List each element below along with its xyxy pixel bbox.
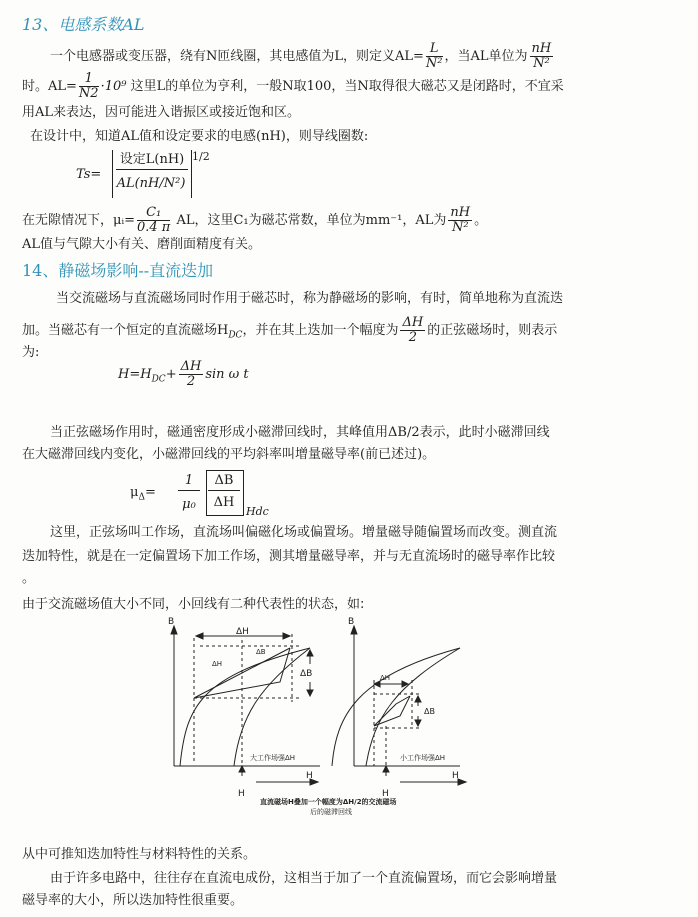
fraction: $\frac{nH}{\text{N²}}$ [531,41,552,71]
sec14-paragraph-6: 这里，正弦场叫工作场，直流场叫偏磁化场或偏置场。增量磁导随偏置场而改变。测直流 [50,525,558,540]
fraction: $\frac{\Delta H}{2}$ [402,315,424,345]
left-dh-label: ΔH [236,627,249,637]
fraction: $\frac{1}{N2}$ [78,71,99,101]
equation-h: $H=H_{DC}+$ $\frac{\Delta H}{2}$ sin ω t [118,359,249,389]
text: ，当AL单位为 [444,49,528,64]
fraction: $\frac{nH}{\text{N²}}$ [450,205,471,235]
ts-denominator: AL(nH/N²) [116,176,186,191]
left-big-loop-lower [234,648,313,766]
right-db-label: ΔB [424,707,435,716]
sec14-paragraph-5: 在大磁滞回线内变化，小磁滞回线的平均斜率叫增量磁导率(前已述过)。 [22,447,436,462]
right-work-field-label: 小工作场强ΔH [400,754,446,762]
mu-inner-numerator: ΔB [208,472,240,491]
section-13-title: 13、电感系数AL [22,15,145,34]
fraction: $\frac{\Delta H}{2}$ [180,359,202,389]
fraction: $\frac{\text{C₁}}{0.4 \pi}$ [136,205,171,235]
left-h-axis-label: H [306,771,313,781]
sec14-paragraph-4: 当正弦磁场作用时，磁通密度形成小磁滞回线时，其峰值用ΔB/2表示，此时小磁滞回线 [50,425,550,440]
right-h-axis-label: H [452,771,459,781]
left-work-field-label: 大工作场强ΔH [250,754,296,762]
ts-numerator: 设定L(nH) [116,151,188,170]
right-b-label: B [348,617,355,627]
left-h-tick: H [238,789,245,799]
sec13-paragraph-6: AL值与气隙大小有关、磨削面精度有关。 [22,237,262,252]
mu-delta-numerator: 1 [178,472,200,491]
sec13-paragraph-5: 在无隙情况下，μᵢ= $\frac{\text{C₁}}{0.4 \pi}$ AL，这里C₁为磁芯常数，单位为mm⁻¹，AL为 $\frac{nH}{\text{N²}}$ 。 [22,205,488,235]
mu-delta-denominator: μ₀ [182,497,196,512]
left-small-db-label: ΔB [256,648,266,656]
sec13-paragraph-2: 时。AL= $\frac{1}{N2}$ ·10⁹ 这里L的单位为亨利，一般N取100，当N取得很大磁芯又是闭路时，不宜采 [22,71,564,101]
sec14-paragraph-10: 从中可推知迭加特性与材料特性的关系。 [22,847,257,862]
sec14-paragraph-1: 当交流磁场与直流磁场同时作用于磁芯时，称为静磁场的影响，有时，简单地称为直流迭 [56,291,564,306]
sec14-paragraph-11: 由于许多电路中，往往存在直流电成份，这相当于加了一个直流偏置场，而它会影响增量 [50,871,558,886]
ts-exponent: 1/2 [192,150,210,163]
sec14-paragraph-12: 磁导率的大小，所以迭加特性很重要。 [22,893,244,908]
sec14-paragraph-7: 迭加特性，就是在一定偏置场下加工作场，测其增量磁导率，并与无直流场时的磁导率作比较 [22,549,556,564]
sec14-paragraph-3: 为: [22,345,40,360]
figure-caption-2: 后的磁滞回线 [310,808,352,816]
sec14-paragraph-2: 加。当磁芯有一个恒定的直流磁场$H_{DC}$，并在其上迭加一个幅度为 $\frac{\Delta H}{2}$ 的正弦磁场时，则表示 [22,315,558,345]
section-14-title: 14、静磁场影响--直流迭加 [22,261,214,280]
right-dh-label: ΔH [380,674,391,682]
left-b-arrow [171,626,177,634]
right-h-tick: H [382,789,389,799]
sec14-paragraph-9: 由于交流磁场值大小不同，小回线有二种代表性的状态，如: [22,597,365,612]
sec13-paragraph-4: 在设计中，知道AL值和设定要求的电感(nH)，则导线圈数: [30,129,369,144]
left-b-label: B [168,617,175,627]
mu-subscript-hdc: Hdc [246,505,269,518]
mu-inner-denominator: ΔH [213,495,235,510]
ts-label: Ts= [76,167,102,182]
sec13-paragraph-3: 用AL来表达，因可能进入谐振区或接近饱和区。 [22,105,301,120]
text: 一个电感器或变压器，绕有N匝线圈，其电感值为L，则定义AL= [50,49,424,64]
mu-delta-label: $\mu_\Delta=$ [130,485,156,503]
left-big-loop-upper [180,648,313,766]
sec13-paragraph-1 [50,42,555,71]
fraction: $\frac{L}{\text{N²}}$ [425,41,443,71]
hysteresis-figure [160,616,480,822]
left-small-dh-label: ΔH [212,660,223,668]
left-db-label: ΔB [300,669,313,679]
sec14-paragraph-8: 。 [22,571,36,586]
figure-caption-1: 直流磁场H叠加一个幅度为ΔH/2的交流磁场 [260,798,397,806]
